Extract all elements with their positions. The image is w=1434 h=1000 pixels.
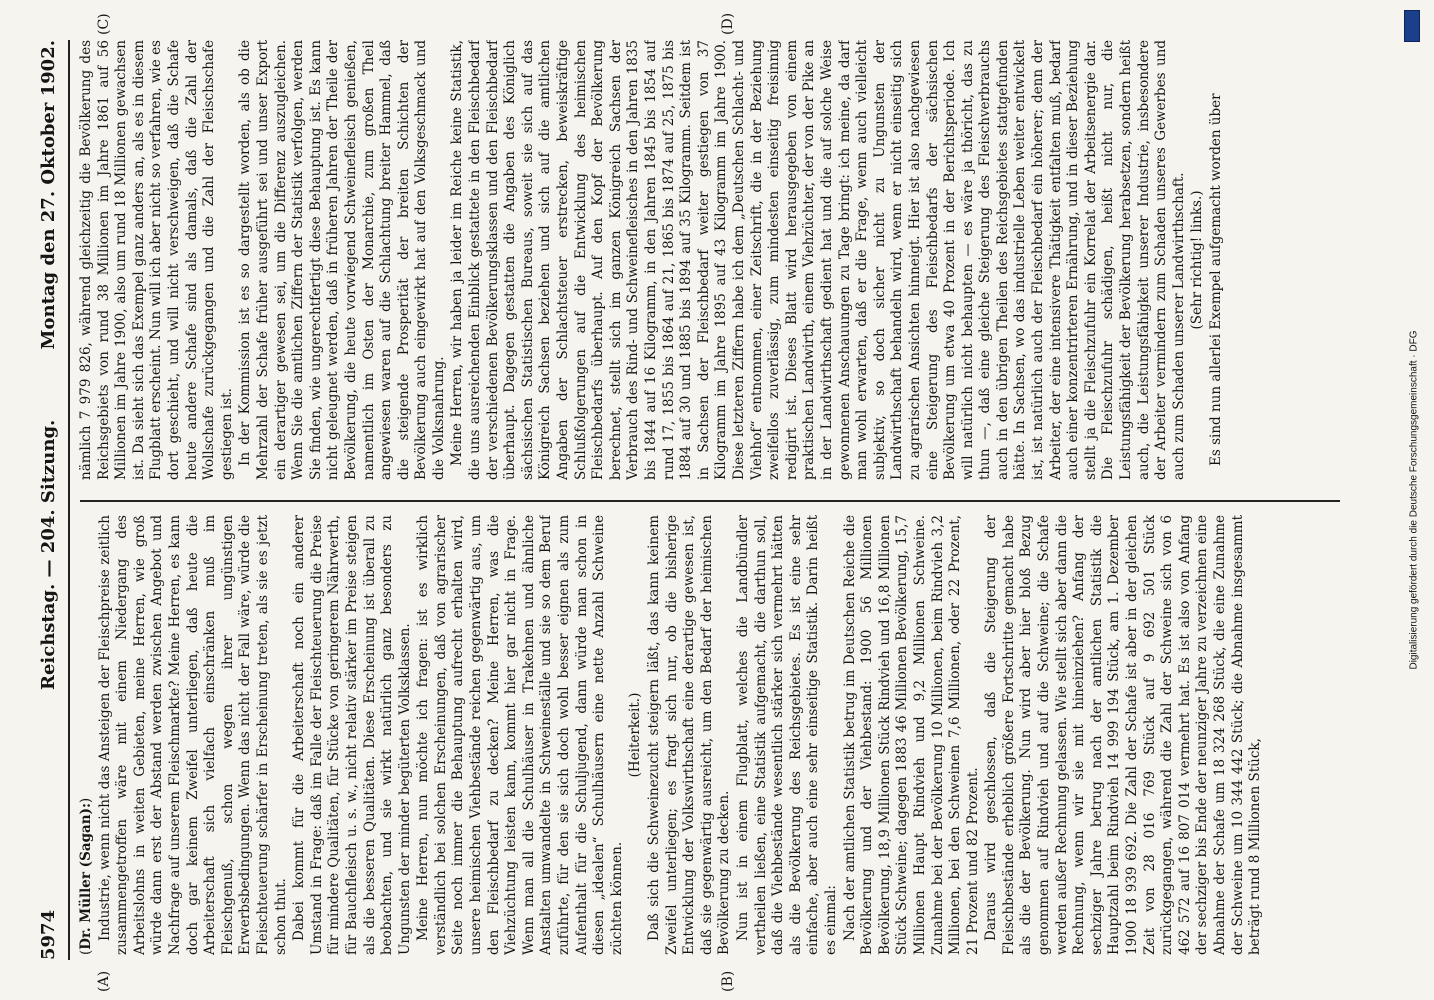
quotation: Nach der amtlichen Statistik betrug im Deutschen Reiche die Bevölkerung und der Viehbestand: 1900 56 Millionen Bevölkerung, 18,9 Millionen Stück Rindvieh und 16,8 Millionen Stück Schweine; dagegen 1883 46 Millionen Bevölkerung, 15,7 Millionen Haupt Rindvieh und 9,2 Millionen Schweine. Zunahme bei der Bevölkerung 10 Millionen, beim Rindvieh 3,2 Millionen, bei den Schweinen 7,6 Millionen, oder 22 Prozent, 21 Prozent und 82 Prozent. (841, 515, 981, 955)
session-date: Montag den 27. Oktober 1902. (38, 40, 59, 350)
page-header (38, 40, 68, 960)
dfg-logo-icon (1404, 10, 1420, 42)
paragraph: Daß sich die Schweinezucht steigern läßt, das kann keinem Zweifel unterliegen; es fragt sich nur, ob die bisherige Entwicklung der Volkswirthschaft eine derartige gewesen ist, daß sie gegenwärtig ausreicht, um den Bedarf der heimischen Bevölkerung zu decken. (646, 515, 733, 955)
session-title: Reichstag. — 204. Sitzung. (38, 419, 59, 690)
speaker-label: (Dr. Müller (Sagan):) (78, 797, 94, 955)
digitization-credit (1404, 10, 1424, 990)
margin-mark-d: (D) (720, 12, 736, 35)
interjection: (Heiterkeit.) (627, 692, 644, 778)
paragraph: Es sind nun allerlei Exempel aufgemacht worden über (1208, 93, 1224, 466)
paragraph: In der Kommission ist es so dargestellt worden, als ob die Mehrzahl der Schafe früher ausgeführt sei und unser Export ein derartiger gewesen sei, um die Differenz auszugleichen. Wenn Sie die amtlichen Ziffern der Statistik verfolgen, werden Sie finden, wie ungerechtfertigt diese Behauptung ist. Es kann nicht geleugnet werden, daß in früheren Jahren der Theile der Bevölkerung, die heute vorwiegend Schweinefleisch genießen, namentlich im Osten der Monarchie, zum großen Theil angewiesen waren auf die Schlachtung breiter Hammel, daß die steigende Prosperität der breiten Schichten der Bevölkerung auch eingewirkt hat auf den Volksgeschmack und die Volksnahrung. (237, 40, 447, 480)
left-column (78, 515, 1348, 955)
page-number: 5974 (38, 909, 59, 960)
paragraph: Dabei kommt für die Arbeiterschaft noch ein anderer Umstand in Frage: daß im Falle der Fleischteuerung die Preise für mindere Qualitäten, für Stücke von geringerem Nährwerth, für Bauchfleisch u. s. w., nicht relativ stärker im Preise steigen als die besseren Qualitäten. Diese Erscheinung ist überall zu beobachten, und sie wirkt natürlich ganz besonders zu Ungunsten der minder begüterten Volksklassen. (291, 515, 413, 955)
paragraph: nämlich 7 979 826, während gleichzeitig die Bevölkerung des Reichsgebiets von rund 38 Millionen im Jahre 1861 auf 56 Millionen im Jahre 1900, also um rund 18 Millionen gewachsen ist. Da sieht sich das Exempel ganz anders an, als es in diesem Flugblatt erscheint. Nun will ich aber nicht so verfahren, wie es dort geschieht, und will nicht verschweigen, daß die Schafe heute andere Schafe sind als damals, daß die Zahl der Wollschafe zurückgegangen und die Zahl der Fleischschafe gestiegen ist. (78, 40, 235, 480)
paragraph: Industrie, wenn nicht das Ansteigen der Fleischpreise zeitlich zusammengetroffen wäre mit einem Niedergang des Arbeitslohns in weiten Gebieten, meine Herren, wie groß würde dann erst der Abstand werden zwischen Angebot und Nachfrage auf unserem Fleischmarkte? Meine Herren, es kann doch gar keinem Zweifel unterliegen, daß heute die Arbeiterschaft sich vielfach einschränken muß im Fleischgenuß, schon wegen ihrer ungünstigen Erwerbsbedingungen. Wenn das nicht der Fall wäre, würde die Fleischteuerung schärfer in Erscheinung treten, als sie es jetzt schon thut. (96, 515, 289, 955)
column-divider (80, 500, 1340, 502)
interjection: (Sehr richtig! links.) (1189, 190, 1206, 330)
paragraph: Nun ist in einem Flugblatt, welches die Landbündler vertheilen ließen, eine Statistik aufgemacht, die darthun soll, daß die Viehbestände wesentlich stärker sich vermehrt hätten als die Bevölkerung des Reichsgebietes. Es ist eine sehr einfache, aber auch eine sehr einseitige Statistik. Darin heißt es einmal: (734, 515, 839, 955)
margin-mark-a: (A) (96, 970, 112, 992)
paragraph: Meine Herren, nun möchte ich fragen: ist es wirklich verständlich bei solchen Erscheinungen, daß von agrarischer Seite noch immer die Behauptung aufrecht erhalten wird, unsere heimischen Viehbestände reichen gegenwärtig aus, um den Fleischbedarf zu decken? Meine Herren, was die Viehzüchtung leisten kann, kommt hier gar nicht in Frage. Wenn man all die Schulhäuser in Trakehnen und ähnliche Anstalten umwandelte in Schweineställe und sie so dem Beruf zuführte, für den sie sich doch wohl besser eignen als zum Aufenthalt für die Schuljugend, dann würde man schon in diesen „idealen“ Schulhäusern eine nette Anzahl Schweine züchten können. (415, 515, 625, 955)
paragraph: Meine Herren, wir haben ja leider im Reiche keine Statistik, die uns ausreichenden Einblick gestattete in den Fleischbedarf der verschiedenen Bevölkerungsklassen und den Fleischbedarf überhaupt. Dagegen gestatten die Angaben des Königlich sächsischen Statistischen Bureaus, soweit sie sich auf das Königreich Sachsen beziehen und sich auf die amtlichen Angaben der Schlachtsteuer erstrecken, beweiskräftige Schlußfolgerungen auf die Entwicklung des heimischen Fleischbedarfs überhaupt. Auf den Kopf der Bevölkerung berechnet, stellt sich im ganzen Königreich Sachsen der Verbrauch des Rind- und Schweinefleisches in den Jahren 1835 bis 1844 auf 16 Kilogramm, in den Jahren 1845 bis 1854 auf rund 17, 1855 bis 1864 auf 21, 1865 bis 1874 auf 25, 1875 bis 1884 auf 30 und 1885 bis 1894 auf 35 Kilogramm. Seitdem ist in Sachsen der Fleischbedarf weiter gestiegen von 37 Kilogramm im Jahre 1895 auf 43 Kilogramm im Jahre 1900. Diese letzteren Ziffern habe ich dem „Deutschen Schlacht- und Viehhof“ entnommen, einer Zeitschrift, die in der Beziehung zweifellos zuverlässig, zum mindesten einseitig freisinnig redigirt ist. Dieses Blatt wird herausgegeben von einem praktischen Landwirth, einem Viehzüchter, der von der Pike an in der Landwirthschaft gedient hat und die auf solche Weise gewonnenen Anschauungen zu Tage bringt: ich meine, da darf man wohl erwarten, daß er die Frage, wenn auch vielleicht subjektiv, so doch sicher nicht zu Ungunsten der Landwirthschaft behandeln wird, wenn er nicht einseitig sich zu agrarischen Ansichten hinneigt. Hier ist also nachgewiesen eine Steigerung des Fleischbedarfs der sächsischen Bevölkerung um etwa 40 Prozent in der Berichtsperiode. Ich will natürlich nicht behaupten — es wäre ja thöricht, das zu thun —, daß eine gleiche Steigerung des Fleischverbrauchs auch in den übrigen Theilen des Reichsgebietes stattgefunden hätte. In Sachsen, wo das industrielle Leben weiter entwickelt ist, ist natürlich auch der Fleischbedarf ein höherer; denn der Arbeiter, der eine intensivere Thätigkeit entfalten muß, bedarf auch einer konzentrirteren Ernährung, und in dieser Beziehung stellt ja die Fleischzufuhr ein Korrelat der Arbeitsenergie dar. Die Fleischzufuhr schädigen, heißt nicht nur, die Leistungsfähigkeit der Bevölkerung herabsetzen, sondern heißt auch, die Leistungsfähigkeit unserer Industrie, insbesondere der Arbeiter vermindern zum Schaden unseres Gewerbes und auch zum Schaden unserer Landwirthschaft. (449, 40, 1187, 480)
margin-mark-c: (C) (96, 13, 112, 35)
margin-mark-b: (B) (720, 970, 736, 992)
credit-text: Digitalisierung gefördert durch die Deutsche Forschungsgemeinschaft · DFG (1408, 330, 1420, 670)
right-column (78, 40, 1348, 480)
paragraph: Daraus wird geschlossen, daß die Steigerung der Fleischbestände erheblich größere Fortschritte gemacht habe als die der Bevölkerung. Nun wird aber hier bloß Bezug genommen auf Rindvieh und auf die Schweine; die Schafe werden außer Rechnung gelassen. Wie stellt sich aber dann die Rechnung, wenn wir sie mit hineinziehen? Anfang der sechziger Jahre betrug nach der amtlichen Statistik die Hauptzahl beim Rindvieh 14 999 194 Stück, am 1. Dezember 1900 18 939 692. Die Zahl der Schafe ist aber in der gleichen Zeit von 28 016 769 Stück auf 9 692 501 Stück zurückgegangen, während die Zahl der Schweine sich von 6 462 572 auf 16 807 014 vermehrt hat. Es ist also von Anfang der sechziger bis Ende der neunziger Jahre zu verzeichnen eine Abnahme der Schafe um 18 324 268 Stück, die eine Zunahme der Schweine um 10 344 442 Stück; die Abnahme insgesammt beträgt rund 8 Millionen Stück, (983, 515, 1264, 955)
header-rule (68, 40, 70, 960)
